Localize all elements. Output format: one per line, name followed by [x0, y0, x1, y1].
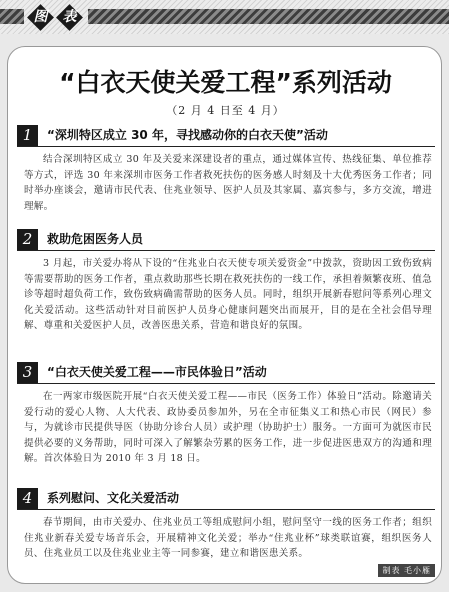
section-title: “白衣天使关爱工程——市民体验日”活动: [47, 365, 267, 379]
section-title: 救助危困医务人员: [47, 232, 144, 246]
section-number-badge: 3: [17, 362, 38, 383]
date-range: （2 月 4 日至 4 月）: [166, 104, 285, 117]
header-stripe-right: [88, 9, 449, 24]
section-body: 春节期间，由市关爱办、住兆业员工等组成慰问小组，慰问坚守一线的医务工作者；组织住兆业新春关爱专场音乐会，开展精神文化关爱；举办“住兆业杯”球类联谊赛，组织医务人员、住兆业员工以及住兆业业主等一同参赛，建立和谐医患关系。: [24, 517, 432, 559]
banner-diamond-2: [57, 5, 82, 30]
header-band: [0, 0, 449, 34]
section-body: 结合深圳特区成立 30 年及关爱来深建设者的重点，通过媒体宣传、热线征集、单位推荐等方式，评选 30 年来深圳市医务工作者救死扶伤的医务感人时刻及十大优秀医务工作者；同时举办座谈会，邀请市民代表、住兆业领导、医护人员及其家属、嘉宾参与，多方交流，增进理解。: [24, 154, 432, 212]
credit-badge: 制表 毛小雁: [378, 564, 435, 577]
header-stripe-left: [0, 9, 24, 24]
banner-diamond-1: [28, 5, 53, 30]
section-header: [17, 229, 435, 251]
section-number-badge: 1: [17, 125, 38, 146]
section-title: 系列慰问、文化关爱活动: [47, 491, 180, 505]
section-header: [17, 125, 435, 147]
section-number-badge: 2: [17, 229, 38, 250]
page-title: “白衣天使关爱工程”系列活动: [59, 68, 392, 97]
section-body: 3 月起，市关爱办将从下设的“住兆业白衣天使专项关爱资金”中拨款，资助因工致伤致病等需要帮助的医务工作者，重点救助那些长期在救死扶伤的一线工作，承担着频繁夜班、值急诊等超时超负荷工作，致伤致病确需帮助的医务人员。同时，组织开展新春慰问等系列心理文化关爱活动。这些活动针对目前医护人员身心健康问题突出而展开，目的是在全社会倡导理解、尊重和关爱医护人员，改善医患关系，营造和谐良好的氛围。: [24, 258, 432, 331]
section-number-badge: 4: [17, 488, 38, 509]
section-header: [17, 488, 435, 510]
banner-char-2: 表: [62, 9, 77, 25]
section-header: [17, 362, 435, 384]
banner-char-1: 图: [33, 9, 48, 25]
section-title: “深圳特区成立 30 年，寻找感动你的白衣天使”活动: [47, 128, 328, 142]
content-card: [7, 46, 442, 584]
section-body: 在一两家市级医院开展“白衣天使关爱工程——市民（医务工作）体验日”活动。除邀请关爱行动的爱心人物、人大代表、政协委员参加外，另在全市征集义工和热心市民（网民）参与，为就诊市民提供导医（协助分诊台人员）或护理（协助护士）服务。一方面可为就医市民提供必要的义务帮助，同时可深入了解繁杂劳累的医务工作，进一步促进医患双方的沟通和理解。首次体验日为 2010 年 3 月 18 日。: [24, 391, 432, 464]
